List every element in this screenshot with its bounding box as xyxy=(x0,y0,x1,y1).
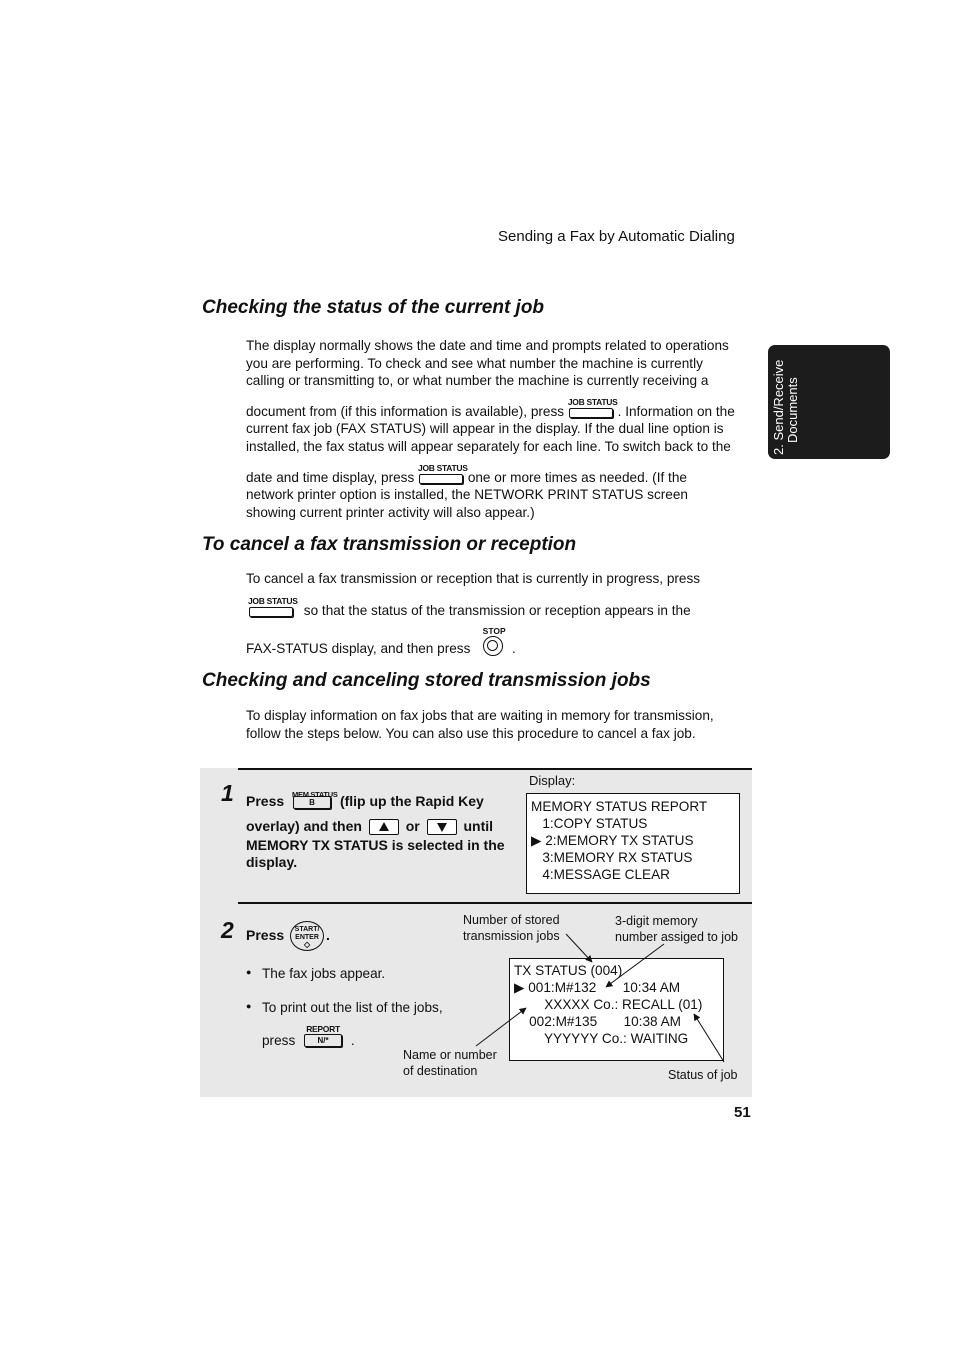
stop-key-label: STOP xyxy=(482,626,506,636)
start-key-label: ENTER xyxy=(295,934,319,942)
step1-text: or xyxy=(405,818,420,834)
callout-line: of destination xyxy=(403,1063,478,1078)
step2-text: press xyxy=(262,1033,296,1048)
step1-text: (flip up the Rapid Key xyxy=(339,793,484,809)
section1-text: document from (if this information is available), press xyxy=(246,404,565,419)
section1-paragraph-3: current fax job (FAX STATUS) will appear in the display. If the dual line option is installed, the fax status will appear separately for each line. To switch back to the xyxy=(246,421,731,454)
section-heading-stored-jobs: Checking and canceling stored transmission jobs xyxy=(202,670,651,691)
section1-text: date and time display, press xyxy=(246,470,415,485)
running-head: Sending a Fax by Automatic Dialing xyxy=(498,228,735,245)
step2-text: Press xyxy=(246,927,285,943)
lcd-line: 1:COPY STATUS xyxy=(531,816,648,831)
report-key-letter: N/* xyxy=(304,1034,342,1047)
step2-number: 2 xyxy=(221,917,234,943)
chapter-tab-line2: Documents xyxy=(785,377,800,443)
section1-paragraph-1: The display normally shows the date and time and prompts related to operations you are performing. To check and see what number the machine is currently calling or transmitting to, or what number the machine is currently receiving a xyxy=(246,338,729,388)
callout-line: 3-digit memory xyxy=(615,914,698,928)
section2-text: FAX-STATUS display, and then press xyxy=(246,641,471,656)
section-heading-cancel: To cancel a fax transmission or reception xyxy=(202,534,577,555)
section2-line-1: To cancel a fax transmission or reception that is currently in progress, press xyxy=(246,571,701,586)
section1-paragraph-5: network printer option is installed, the NETWORK PRINT STATUS screen showing current printer activity will also appear.) xyxy=(246,487,688,520)
step2-bullet-2: ● To print out the list of the jobs, xyxy=(262,1000,443,1015)
callout-line: number assiged to job xyxy=(615,929,738,944)
step1-number: 1 xyxy=(221,780,234,806)
section2-text: so that the status of the transmission or reception appears in the xyxy=(303,603,691,618)
lcd-line: 002:M#135 10:38 AM xyxy=(514,1014,682,1029)
section1-text: one or more times as needed. (If the xyxy=(467,470,687,485)
lcd-line: ▶ 2:MEMORY TX STATUS xyxy=(531,833,694,848)
lcd-line: 4:MESSAGE CLEAR xyxy=(531,867,671,882)
section1-text: . Information on the xyxy=(617,404,735,419)
job-status-key-label: JOB STATUS xyxy=(248,596,298,606)
leader-count xyxy=(566,934,592,962)
lcd-line: 3:MEMORY RX STATUS xyxy=(531,850,693,865)
section3-paragraph-1: To display information on fax jobs that are waiting in memory for transmission, follow the steps below. You can also use this procedure to cancel a fax job. xyxy=(246,708,714,741)
display-label: Display: xyxy=(529,773,576,788)
step1-line-3: MEMORY TX STATUS is selected in the display. xyxy=(246,837,505,870)
lcd-line: MEMORY STATUS REPORT xyxy=(531,799,708,814)
leader-status xyxy=(694,1014,724,1062)
chapter-tab-line1: 2. Send/Receive xyxy=(771,359,786,455)
step2-text: . xyxy=(326,927,330,943)
lcd-line: TX STATUS (004) xyxy=(514,963,623,978)
lcd-line: ▶ 001:M#132 10:34 AM xyxy=(514,980,681,995)
step1-text: overlay) and then xyxy=(246,818,362,834)
start-key-label: START/ xyxy=(294,926,320,934)
callout-line: transmission jobs xyxy=(463,928,560,943)
lcd-line: XXXXX Co.: RECALL (01) xyxy=(514,997,703,1012)
callout-job-status: Status of job xyxy=(668,1068,738,1082)
callout-line: Name or number xyxy=(403,1048,497,1062)
section-heading-current-job: Checking the status of the current job xyxy=(202,297,545,318)
job-status-key-label: JOB STATUS xyxy=(418,463,468,473)
step2-bullet-1: ● The fax jobs appear. xyxy=(262,966,385,981)
lcd-line: YYYYYY Co.: WAITING xyxy=(514,1031,689,1046)
report-key-label: REPORT xyxy=(306,1024,340,1034)
leader-memory xyxy=(606,944,664,987)
leader-destination xyxy=(476,1008,526,1046)
section2-text: . xyxy=(511,641,516,656)
page-number: 51 xyxy=(734,1104,751,1121)
step1-text: until xyxy=(463,818,494,834)
callout-line: Number of stored xyxy=(463,913,560,927)
mem-status-key-label: MEM.STATUS xyxy=(292,790,338,799)
mem-status-key-letter: B xyxy=(293,796,331,809)
start-icon: ◇ xyxy=(303,940,311,950)
step2-text: . xyxy=(350,1033,355,1048)
job-status-key-label: JOB STATUS xyxy=(567,397,618,407)
step1-text: Press xyxy=(246,793,285,809)
